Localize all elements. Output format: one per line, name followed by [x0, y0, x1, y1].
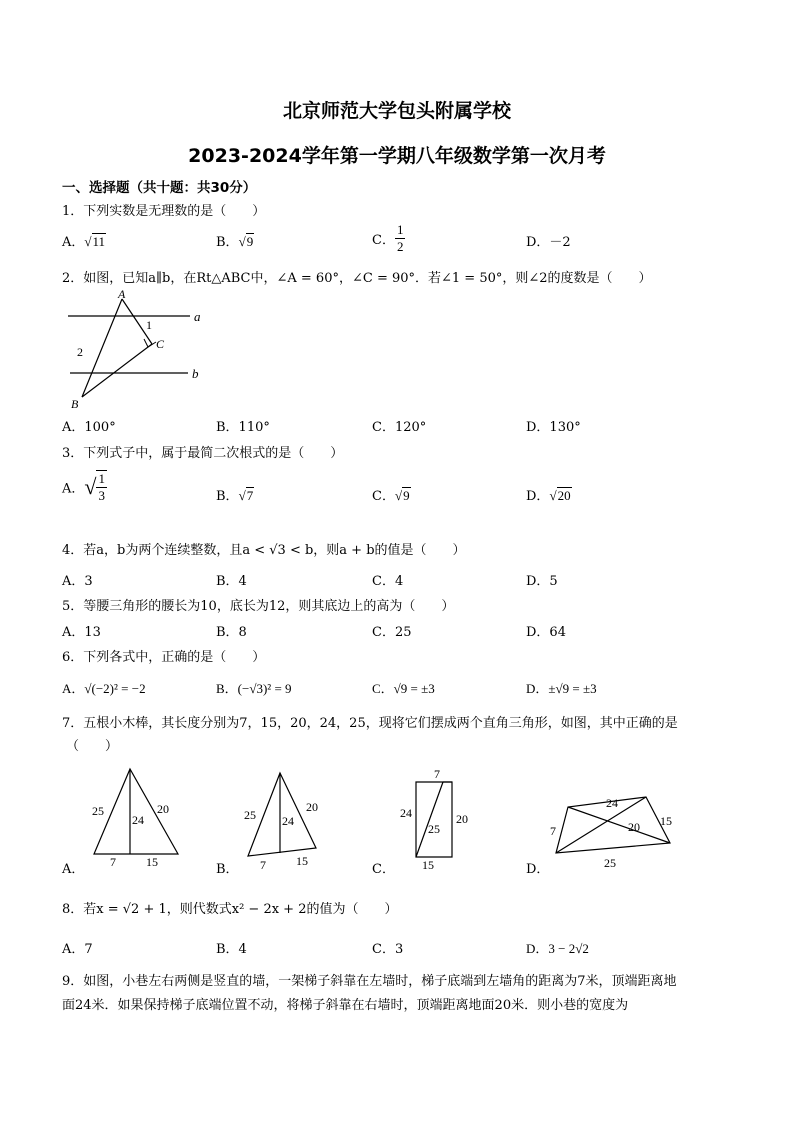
- fig-a-label: 25: [92, 804, 104, 818]
- q8-option-d: D．3 − 2√2: [526, 941, 589, 956]
- fig-b-label: 20: [306, 800, 318, 814]
- q9-line2: 面24米．如果保持梯子底端位置不动，将梯子斜靠在右墙时，顶端距离地面20米．则小巷的宽度为: [62, 998, 629, 1013]
- q8-option-a: A．7: [62, 942, 93, 957]
- q1-option-d: D．－2: [526, 235, 571, 250]
- fig-b-label: 24: [282, 814, 294, 828]
- q1-option-b: B．√9: [216, 234, 254, 250]
- q1-option-a: A．√11: [62, 234, 106, 250]
- q5-option-a: A．13: [62, 625, 101, 640]
- q5-option-b: B．8: [216, 625, 247, 640]
- label-b: b: [192, 366, 199, 381]
- q3-option-b: B．√7: [216, 488, 254, 504]
- q4-stem: 4．若a，b为两个连续整数，且a < √3 < b，则a + b的值是（ ）: [62, 543, 466, 558]
- fig-b-label: 7: [260, 858, 266, 871]
- q2-option-a: A．100°: [62, 420, 116, 435]
- q2-figure: [62, 286, 212, 414]
- q8-option-c: C．3: [372, 942, 404, 957]
- q9-line1: 9．如图，小巷左右两侧是竖直的墙，一架梯子斜靠在左墙时，梯子底端到左墙角的距离为7米，顶端距离地: [62, 974, 677, 989]
- label-a: a: [194, 309, 201, 324]
- q1-option-c: C． $\frac{1}{2}$: [372, 222, 404, 254]
- q3-option-d: D．√20: [526, 488, 571, 504]
- q2-option-b: B．110°: [216, 420, 270, 435]
- fig-c-label: 25: [428, 822, 440, 836]
- section-heading: 一、选择题（共十题：共30分）: [62, 180, 257, 196]
- q2-stem: 2．如图，已知a∥b，在Rt△ABC中，∠A = 60°，∠C = 90°．若∠1 = 50°，则∠2的度数是（ ）: [62, 271, 652, 286]
- q8-stem: 8．若x = √2 + 1，则代数式x² − 2x + 2的值为（ ）: [62, 902, 398, 917]
- q7-option-d: D．: [526, 862, 550, 877]
- q7-figure-a: [86, 765, 188, 871]
- fig-c-label: 7: [434, 767, 440, 781]
- q2-option-d: D．130°: [526, 420, 581, 435]
- fig-a-label: 15: [146, 855, 158, 869]
- label-vertex-c: C: [156, 337, 165, 351]
- fig-b-label: 25: [244, 808, 256, 822]
- fig-d-label: 25: [604, 856, 616, 870]
- q6-stem: 6．下列各式中，正确的是（ ）: [62, 650, 266, 665]
- fig-d-label: 24: [606, 796, 618, 810]
- q5-option-c: C．25: [372, 625, 412, 640]
- label-angle-1: 1: [146, 318, 152, 332]
- fig-c-label: 20: [456, 812, 468, 826]
- label-angle-2: 2: [77, 345, 83, 359]
- fig-d-label: 20: [628, 820, 640, 834]
- q7-figure-c: [394, 765, 474, 875]
- q6-option-a: A．√(−2)² = −2: [62, 681, 146, 696]
- fig-a-label: 24: [132, 813, 144, 827]
- fig-a-label: 7: [110, 855, 116, 869]
- exam-title: 2023-2024学年第一学期八年级数学第一次月考: [188, 145, 606, 167]
- fig-d-label: 7: [550, 824, 556, 838]
- q3-stem: 3．下列式子中，属于最简二次根式的是（ ）: [62, 446, 344, 461]
- q2-option-c: C．120°: [372, 420, 427, 435]
- school-title: 北京师范大学包头附属学校: [282, 100, 511, 122]
- q5-stem: 5．等腰三角形的腰长为10，底长为12，则其底边上的高为（ ）: [62, 599, 455, 614]
- q7-figure-b: [240, 765, 336, 871]
- q5-option-d: D．64: [526, 625, 566, 640]
- q7-option-c: C．: [372, 862, 395, 877]
- fig-a-label: 20: [157, 802, 169, 816]
- q1-stem: 1．下列实数是无理数的是（ ）: [62, 204, 266, 219]
- q4-option-c: C．4: [372, 574, 404, 589]
- q7-option-a: A．: [62, 862, 85, 877]
- q6-option-c: C．√9 = ±3: [372, 681, 435, 696]
- fig-d-label: 15: [660, 814, 672, 828]
- q3-option-c: C．√9: [372, 488, 410, 504]
- q4-option-a: A．3: [62, 574, 93, 589]
- fig-c-label: 15: [422, 858, 434, 872]
- q4-option-b: B．4: [216, 574, 247, 589]
- label-vertex-a: A: [118, 287, 126, 301]
- q7-stem-line1: 7．五根小木棒，其长度分别为7，15，20，24，25，现将它们摆成两个直角三角形，如图，其中正确的是: [62, 716, 678, 731]
- label-vertex-b: B: [71, 397, 79, 411]
- fig-b-label: 15: [296, 854, 308, 868]
- q7-figure-d: [546, 785, 686, 871]
- q7-option-b: B．: [216, 862, 239, 877]
- q3-option-a: A．√ $\frac{1}{3}$: [62, 471, 105, 503]
- fig-c-label: 24: [400, 806, 412, 820]
- q6-option-d: D．±√9 = ±3: [526, 681, 597, 696]
- q6-option-b: B．(−√3)² = 9: [216, 681, 292, 696]
- q4-option-d: D．5: [526, 574, 558, 589]
- q7-stem-line2: （ ）: [66, 739, 119, 754]
- q8-option-b: B．4: [216, 942, 247, 957]
